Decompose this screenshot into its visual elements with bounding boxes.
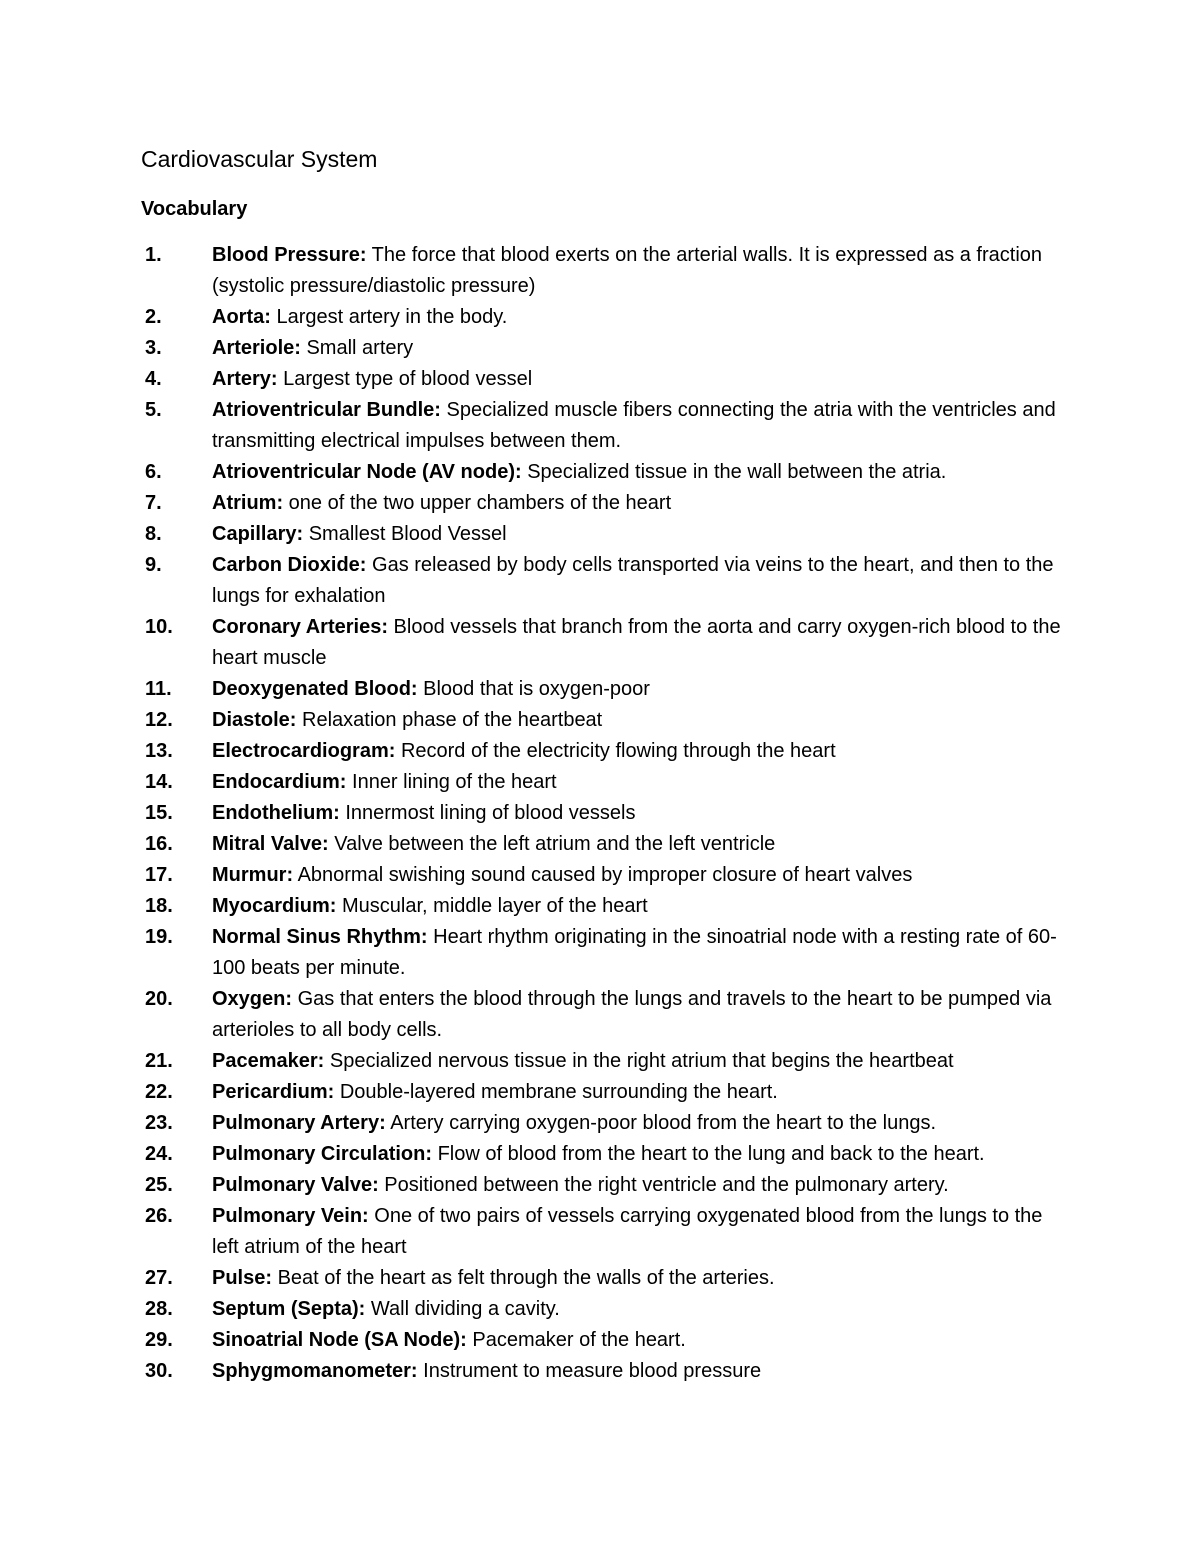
vocab-definition: One of two pairs of vessels carrying oxygenated blood from the lungs to the left atrium of the heart [212,1205,1043,1258]
vocab-definition: Abnormal swishing sound caused by improper closure of heart valves [293,864,913,886]
vocab-definition: Gas released by body cells transported via veins to the heart, and then to the lungs for exhalation [212,554,1054,607]
vocab-term: Murmur: [212,864,294,886]
list-item [141,798,1080,829]
list-item-number: 4. [145,368,162,390]
vocab-definition: Blood vessels that branch from the aorta and carry oxygen-rich blood to the heart muscle [212,616,1061,669]
list-item-number: 28. [145,1298,173,1320]
list-item [141,612,1080,674]
list-item [141,829,1080,860]
list-item-number: 22. [145,1081,173,1103]
vocab-term: Pacemaker: [212,1050,325,1072]
list-item-number: 26. [145,1205,173,1227]
list-item-body [212,829,1072,860]
page-title: Cardiovascular System [141,146,378,172]
vocab-definition: Specialized nervous tissue in the right atrium that begins the heartbeat [324,1050,954,1072]
list-item-body [212,395,1072,457]
list-item [141,519,1080,550]
vocab-definition: Heart rhythm originating in the sinoatrial node with a resting rate of 60-100 beats per minute. [212,926,1057,979]
list-item [141,705,1080,736]
vocab-definition: Double-layered membrane surrounding the heart. [334,1081,778,1103]
vocab-term: Myocardium: [212,895,337,917]
vocab-term: Blood Pressure: [212,244,367,266]
list-item-body [212,1325,1072,1356]
vocab-term: Mitral Valve: [212,833,329,855]
vocab-definition: Specialized tissue in the wall between the atria. [521,461,947,483]
list-item-number: 2. [145,306,162,328]
list-item [141,767,1080,798]
vocab-term: Oxygen: [212,988,293,1010]
vocab-definition: The force that blood exerts on the arterial walls. It is expressed as a fraction (systolic pressure/diastolic pressure) [212,244,1043,297]
list-item [141,922,1080,984]
list-item-number: 1. [145,244,162,266]
vocab-term: Electrocardiogram: [212,740,396,762]
list-item-body [212,488,1072,519]
list-item [141,1077,1080,1108]
vocab-term: Diastole: [212,709,297,731]
list-item-body [212,860,1072,891]
list-item [141,1356,1080,1387]
vocab-term: Pulse: [212,1267,273,1289]
list-item-body [212,302,1072,333]
list-item-body [212,1046,1072,1077]
vocab-definition: Innermost lining of blood vessels [339,802,636,824]
list-item-number: 23. [145,1112,173,1134]
list-item-number: 17. [145,864,173,886]
list-item-body [212,1108,1072,1139]
list-item-number: 6. [145,461,162,483]
vocab-term: Arteriole: [212,337,301,359]
list-item-number: 24. [145,1143,173,1165]
list-item-body [212,457,1072,488]
list-item-body [212,674,1072,705]
list-item-number: 27. [145,1267,173,1289]
list-item [141,1108,1080,1139]
vocab-definition: Small artery [300,337,414,359]
list-item [141,1294,1080,1325]
vocab-definition: Specialized muscle fibers connecting the atria with the ventricles and transmitting electrical impulses between them. [212,399,1056,452]
list-item-number: 14. [145,771,173,793]
list-item [141,1170,1080,1201]
list-item-number: 9. [145,554,162,576]
vocab-definition: Flow of blood from the heart to the lung and back to the heart. [432,1143,985,1165]
list-item-number: 16. [145,833,173,855]
list-item-number: 20. [145,988,173,1010]
list-item-number: 21. [145,1050,173,1072]
vocabulary-list [141,240,1080,1387]
vocab-term: Pulmonary Artery: [212,1112,386,1134]
list-item [141,333,1080,364]
vocab-definition: Relaxation phase of the heartbeat [296,709,603,731]
list-item-body [212,767,1072,798]
list-item-number: 3. [145,337,162,359]
list-item [141,1046,1080,1077]
list-item-body [212,1139,1072,1170]
list-item-body [212,736,1072,767]
vocab-term: Endocardium: [212,771,347,793]
list-item-body [212,1077,1072,1108]
list-item-number: 8. [145,523,162,545]
list-item-body [212,1294,1072,1325]
vocab-term: Sinoatrial Node (SA Node): [212,1329,467,1351]
list-item-body [212,612,1072,674]
vocab-definition: Valve between the left atrium and the left ventricle [328,833,776,855]
list-item [141,302,1080,333]
list-item [141,457,1080,488]
vocab-definition: Smallest Blood Vessel [303,523,507,545]
vocab-definition: Positioned between the right ventricle and the pulmonary artery. [378,1174,949,1196]
vocab-term: Atrioventricular Node (AV node): [212,461,522,483]
list-item [141,1201,1080,1263]
list-item-number: 13. [145,740,173,762]
list-item-body [212,891,1072,922]
vocab-term: Endothelium: [212,802,340,824]
list-item-body [212,333,1072,364]
vocab-definition: Inner lining of the heart [346,771,557,793]
list-item [141,395,1080,457]
vocab-term: Atrium: [212,492,284,514]
list-item-body [212,364,1072,395]
list-item [141,1139,1080,1170]
list-item-number: 12. [145,709,173,731]
list-item-body [212,705,1072,736]
list-item-number: 5. [145,399,162,421]
vocab-definition: Largest type of blood vessel [277,368,533,390]
list-item-body [212,1201,1072,1263]
list-item-body [212,1356,1072,1387]
vocab-definition: Instrument to measure blood pressure [417,1360,762,1382]
list-item-body [212,519,1072,550]
list-item-number: 25. [145,1174,173,1196]
list-item-number: 19. [145,926,173,948]
vocab-term: Pulmonary Circulation: [212,1143,433,1165]
list-item-number: 30. [145,1360,173,1382]
list-item-body [212,1170,1072,1201]
list-item [141,736,1080,767]
vocab-definition: Gas that enters the blood through the lungs and travels to the heart to be pumped via arterioles to all body cells. [212,988,1052,1041]
vocab-term: Pericardium: [212,1081,335,1103]
vocab-term: Pulmonary Vein: [212,1205,369,1227]
vocab-term: Artery: [212,368,278,390]
list-item [141,860,1080,891]
vocab-definition: Pacemaker of the heart. [466,1329,686,1351]
vocab-term: Sphygmomanometer: [212,1360,418,1382]
list-item-number: 7. [145,492,162,514]
list-item [141,364,1080,395]
vocab-term: Carbon Dioxide: [212,554,367,576]
vocab-definition: Artery carrying oxygen-poor blood from the heart to the lungs. [385,1112,937,1134]
list-item [141,891,1080,922]
vocab-term: Normal Sinus Rhythm: [212,926,428,948]
vocab-definition: Largest artery in the body. [270,306,508,328]
list-item-body [212,240,1072,302]
list-item-number: 11. [145,678,172,700]
vocab-definition: Wall dividing a cavity. [365,1298,560,1320]
list-item-body [212,984,1072,1046]
vocab-term: Aorta: [212,306,271,328]
list-item [141,240,1080,302]
vocab-term: Septum (Septa): [212,1298,366,1320]
vocab-term: Capillary: [212,523,304,545]
list-item [141,674,1080,705]
list-item [141,984,1080,1046]
list-item-body [212,1263,1072,1294]
vocab-term: Deoxygenated Blood: [212,678,418,700]
list-item [141,1325,1080,1356]
vocab-definition: one of the two upper chambers of the heart [283,492,672,514]
vocab-definition: Record of the electricity flowing through the heart [395,740,836,762]
list-item [141,1263,1080,1294]
list-item-number: 18. [145,895,173,917]
vocab-term: Coronary Arteries: [212,616,388,638]
vocab-definition: Beat of the heart as felt through the walls of the arteries. [272,1267,775,1289]
vocab-term: Pulmonary Valve: [212,1174,379,1196]
list-item [141,550,1080,612]
list-item-number: 29. [145,1329,173,1351]
vocab-definition: Blood that is oxygen-poor [417,678,650,700]
vocab-term: Atrioventricular Bundle: [212,399,441,421]
list-item-number: 15. [145,802,173,824]
vocab-definition: Muscular, middle layer of the heart [336,895,648,917]
list-item-number: 10. [145,616,173,638]
list-item-body [212,798,1072,829]
list-item [141,488,1080,519]
list-item-body [212,922,1072,984]
section-heading: Vocabulary [141,198,248,220]
list-item-body [212,550,1072,612]
